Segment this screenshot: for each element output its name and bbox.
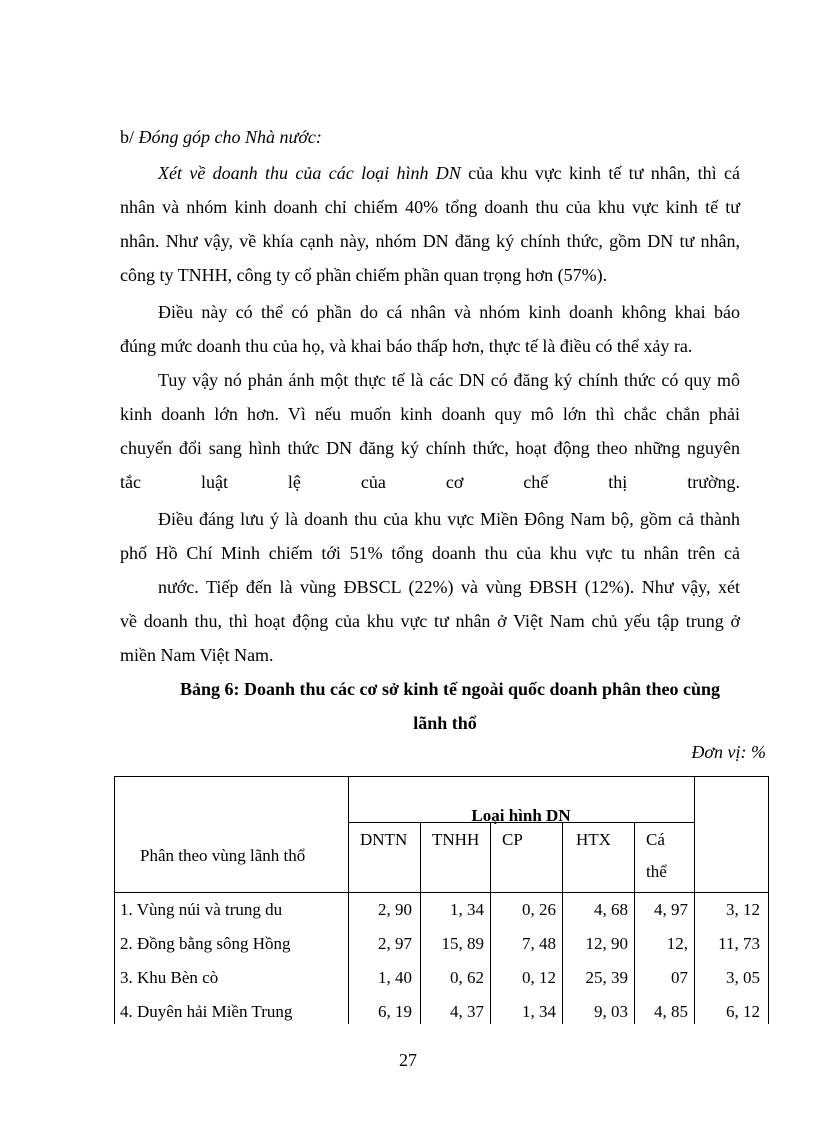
italic-phrase: Xét về doanh thu của các loại hình DN xyxy=(158,163,461,183)
paragraph-line: nhân và nhóm kinh doanh chỉ chiếm 40% tổng doanh thu của khu vực kinh tế tư xyxy=(120,197,740,217)
header-bottom-border xyxy=(114,892,769,893)
column-divider xyxy=(694,776,695,822)
paragraph-line: công ty TNHH, công ty cổ phần chiếm phần quan trọng hơn (57%). xyxy=(120,265,608,285)
table-cell: 12, xyxy=(666,934,688,953)
table-border xyxy=(768,776,769,1024)
paragraph-line: Điều này có thể có phần do cá nhân và nhóm kinh doanh không khai báo xyxy=(158,302,740,322)
table-title-line: Bảng 6: Doanh thu các cơ sở kinh tế ngoài quốc doanh phân theo cùng xyxy=(179,679,721,699)
table-row-label: 4. Duyên hải Miền Trung xyxy=(120,1002,293,1021)
table-cell: 25, 39 xyxy=(585,968,628,987)
table-title-line: lãnh thổ xyxy=(413,713,477,733)
paragraph-line: miền Nam Việt Nam. xyxy=(120,645,274,665)
table-cell: 11, 73 xyxy=(718,934,760,953)
paragraph-line: kinh doanh lớn hơn. Vì nếu muốn kinh doanh quy mô lớn thì chắc chắn phải xyxy=(120,404,740,424)
table-cell: 4, 68 xyxy=(594,900,628,919)
paragraph-line: tắc luật lệ của cơ chế thị trường. xyxy=(120,472,740,492)
table-cell: 4, 85 xyxy=(654,1002,688,1021)
paragraph-line: phố Hồ Chí Minh chiếm tới 51% tổng doanh thu của khu vực tu nhân trên cả xyxy=(120,543,740,563)
table-cell: 1, 34 xyxy=(450,900,484,919)
table-cell: 3, 12 xyxy=(726,900,760,919)
column-divider xyxy=(694,822,695,1024)
table-cell: 7, 48 xyxy=(522,934,556,953)
text-span: của khu vực kinh tế tư nhân, thì cá xyxy=(460,163,740,183)
paragraph-line: nước. Tiếp đến là vùng ĐBSCL (22%) và vùng ĐBSH (12%). Như vậy, xét xyxy=(158,577,740,597)
data-table xyxy=(114,776,769,1024)
column-divider xyxy=(562,822,563,1024)
column-header-tnhh: TNHH xyxy=(432,830,480,849)
column-divider xyxy=(420,822,421,1024)
table-cell: 0, 62 xyxy=(450,968,484,987)
table-row-label: 1. Vùng núi và trung du xyxy=(120,900,283,919)
table-cell: 1, 34 xyxy=(522,1002,556,1021)
paragraph-line: đúng mức doanh thu của họ, và khai báo thấp hơn, thực tế là điều có thể xảy ra. xyxy=(120,336,693,356)
column-header-the: thể xyxy=(646,862,667,881)
table-cell: 1, 40 xyxy=(378,968,412,987)
column-header-ca: Cá xyxy=(646,830,665,849)
group-header: Loại hình DN xyxy=(471,806,571,825)
row-header: Phân theo vùng lãnh thổ xyxy=(140,846,306,865)
table-cell: 6, 12 xyxy=(726,1002,760,1021)
column-header-htx: HTX xyxy=(576,830,611,849)
column-divider xyxy=(634,822,635,1024)
paragraph-line: chuyển đổi sang hình thức DN đăng ký chính thức, hoạt động theo những nguyên xyxy=(120,438,740,458)
column-divider xyxy=(490,822,491,1024)
table-border xyxy=(114,776,769,777)
paragraph-line: Tuy vậy nó phản ánh một thực tế là các DN có đăng ký chính thức có quy mô xyxy=(158,370,740,390)
paragraph-line: Điều đáng lưu ý là doanh thu của khu vực Miền Đông Nam bộ, gồm cả thành xyxy=(158,509,740,529)
table-cell: 6, 19 xyxy=(378,1002,412,1021)
table-cell: 0, 12 xyxy=(522,968,556,987)
table-cell: 15, 89 xyxy=(441,934,484,953)
table-cell: 07 xyxy=(671,968,688,987)
page-number: 27 xyxy=(399,1050,417,1070)
table-cell: 2, 97 xyxy=(378,934,412,953)
table-cell: 12, 90 xyxy=(585,934,628,953)
table-row-label: 2. Đồng bằng sông Hồng xyxy=(120,934,291,953)
table-cell: 9, 03 xyxy=(594,1002,628,1021)
paragraph-line: về doanh thu, thì hoạt động của khu vực tư nhân ở Việt Nam chủ yếu tập trung ở xyxy=(120,611,740,631)
table-cell: 3, 05 xyxy=(726,968,760,987)
section-title: Đóng góp cho Nhà nước: xyxy=(138,127,322,147)
table-cell: 0, 26 xyxy=(522,900,556,919)
section-label: b/ xyxy=(120,127,135,147)
table-border xyxy=(114,776,115,1024)
table-cell: 4, 37 xyxy=(450,1002,484,1021)
unit-label: Đơn vị: % xyxy=(691,742,766,762)
table-row-label: 3. Khu Bèn cò xyxy=(120,968,219,987)
column-header-dntn: DNTN xyxy=(360,830,408,849)
paragraph-line xyxy=(120,156,740,190)
table-cell: 2, 90 xyxy=(378,900,412,919)
section-heading xyxy=(120,120,740,154)
paragraph-line: nhân. Như vậy, về khía cạnh này, nhóm DN đăng ký chính thức, gồm DN tư nhân, xyxy=(120,231,740,251)
column-header-cp: CP xyxy=(502,830,523,849)
table-cell: 4, 97 xyxy=(654,900,688,919)
